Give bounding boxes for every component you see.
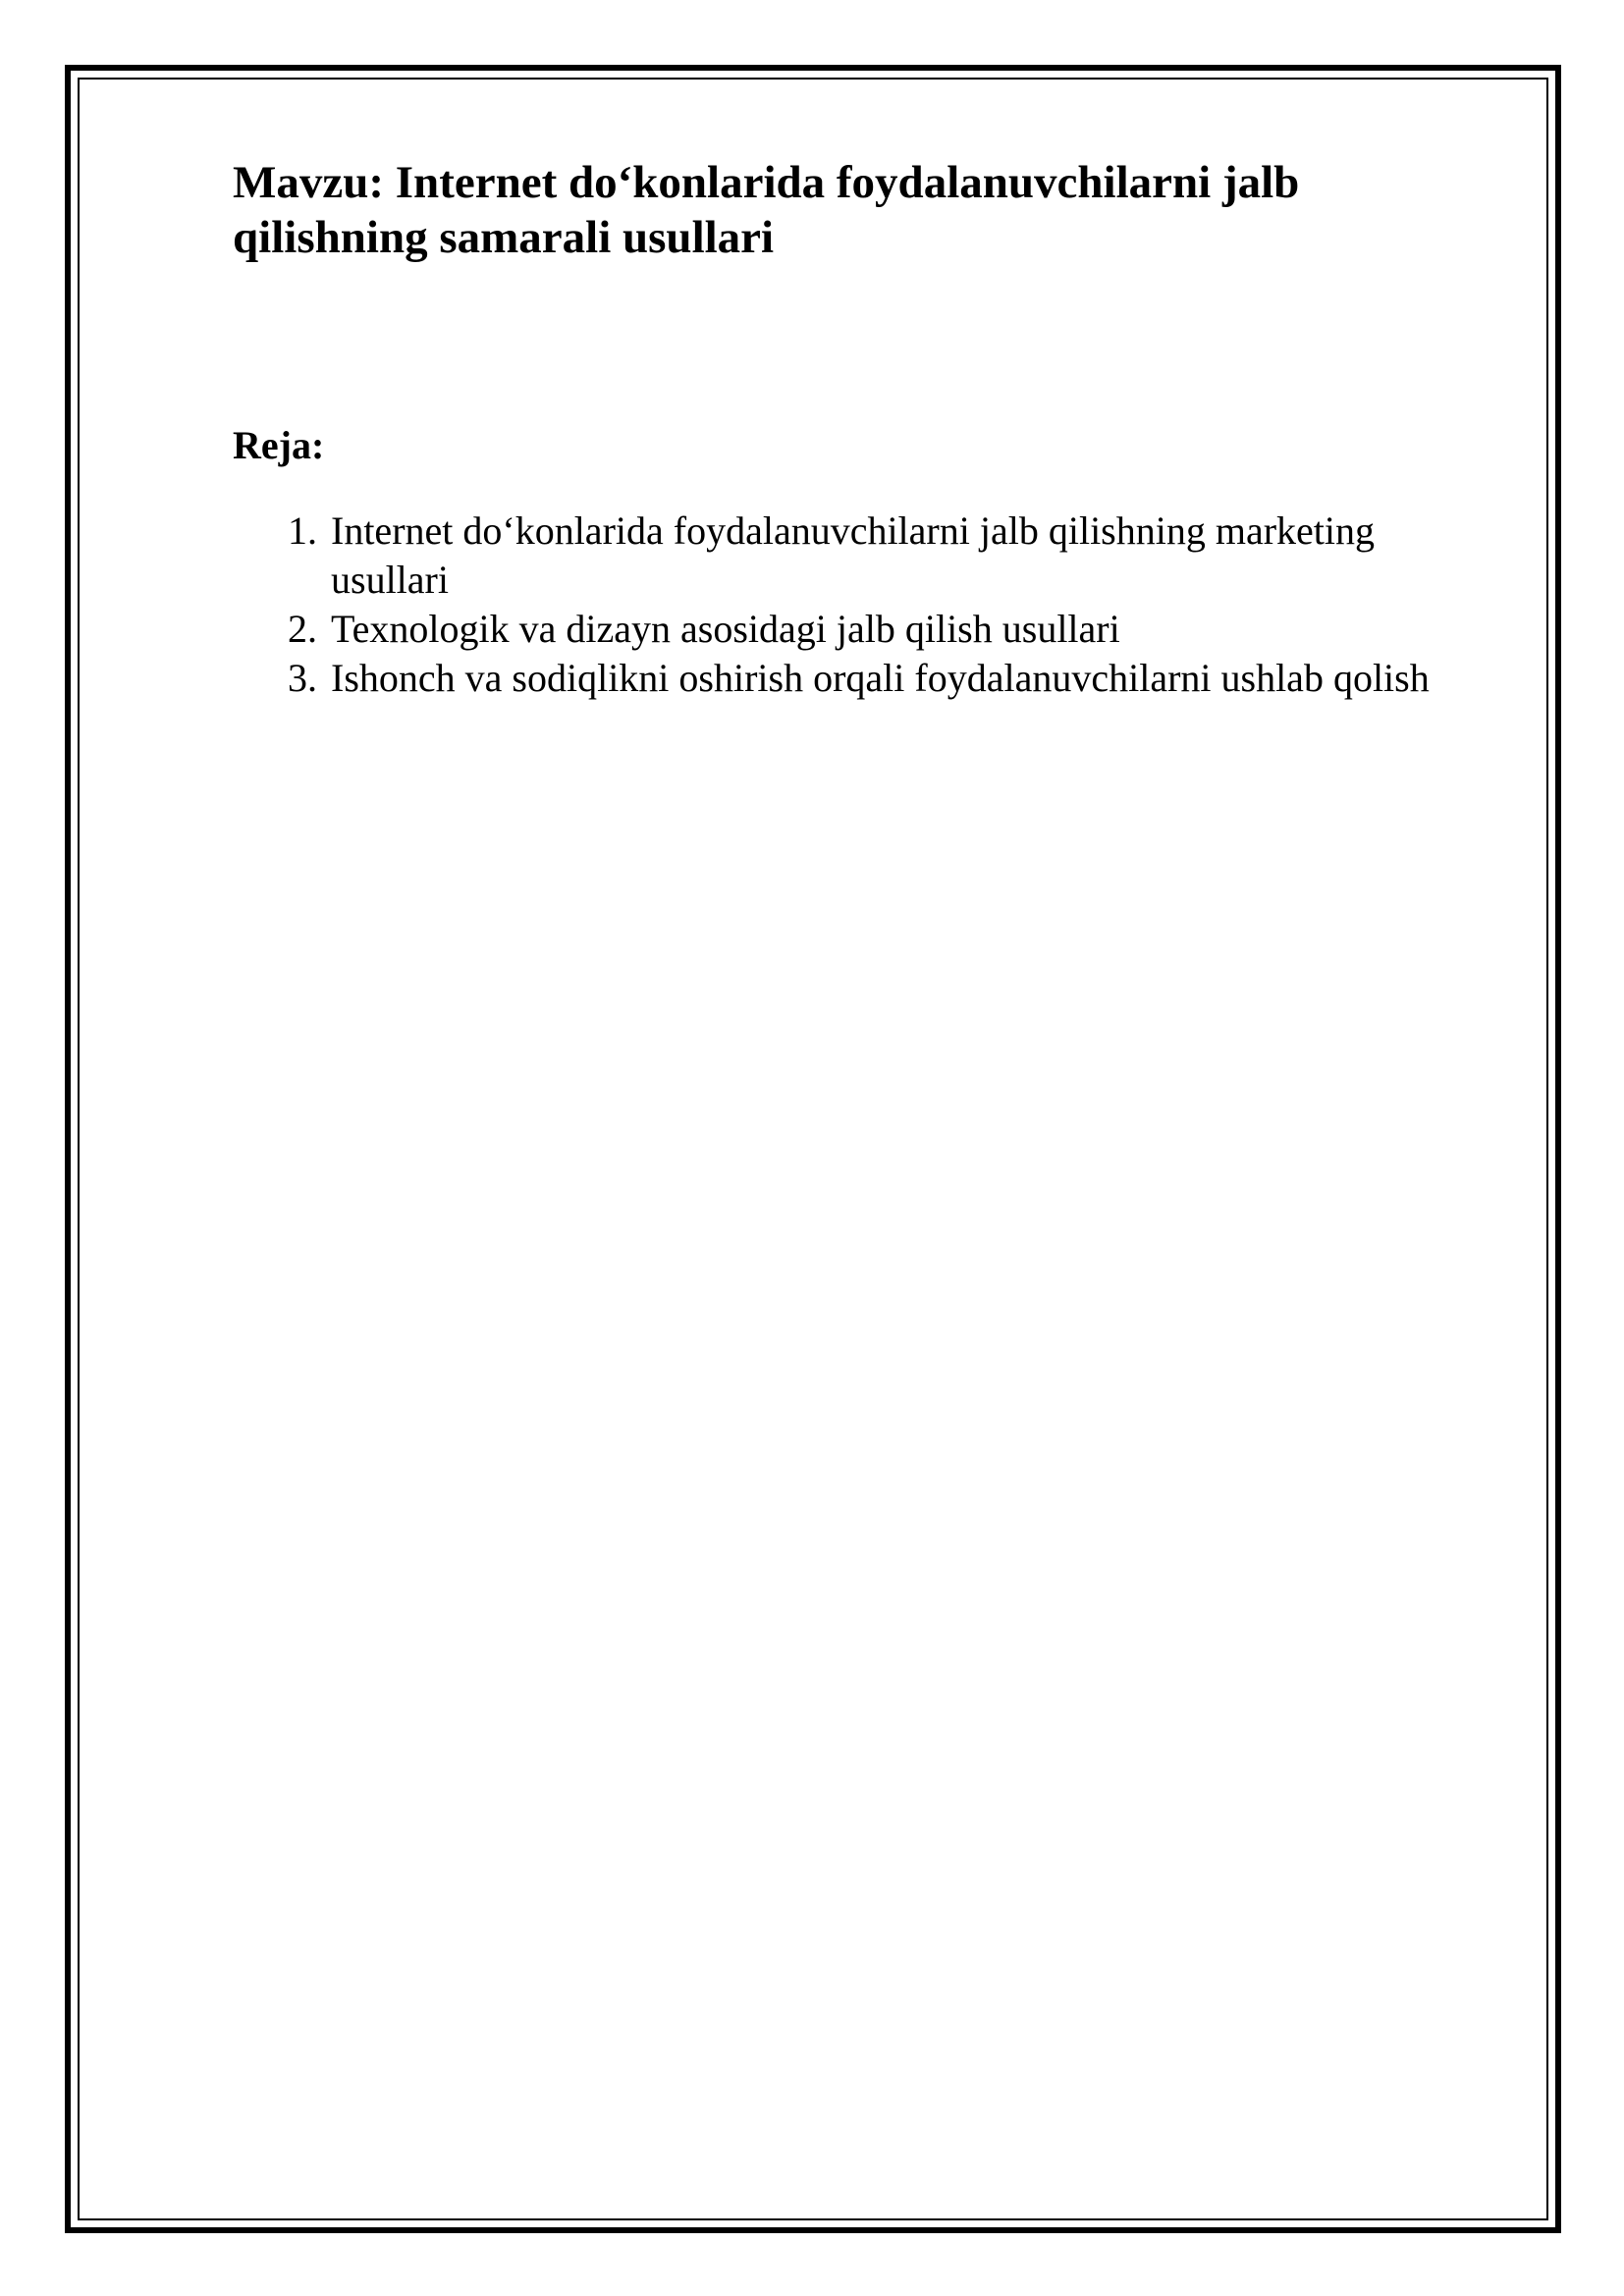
plan-item-number: 1. (288, 508, 317, 553)
plan-item-2 (233, 605, 1499, 654)
plan-item-number: 3. (288, 656, 317, 700)
document-title: Mavzu: Internet do‘konlarida foydalanuvchilarni jalb qilishning samarali usullari (233, 157, 1300, 263)
page-content (233, 155, 1509, 700)
plan-item-text: Ishonch va sodiqlikni oshirish orqali foydalanuvchilarni ushlab qolish (331, 656, 1430, 700)
plan-item-text: Internet do‘konlarida foydalanuvchilarni jalb qilishning marketing usullari (331, 508, 1376, 602)
plan-item-text: Texnologik va dizayn asosidagi jalb qilish usullari (331, 607, 1120, 651)
plan-item-3 (233, 654, 1499, 703)
plan-list (233, 507, 1499, 703)
plan-item-1 (233, 507, 1499, 605)
plan-item-number: 2. (288, 607, 317, 651)
page-border-inner (78, 78, 1548, 2220)
plan-heading: Reja: (233, 423, 325, 467)
